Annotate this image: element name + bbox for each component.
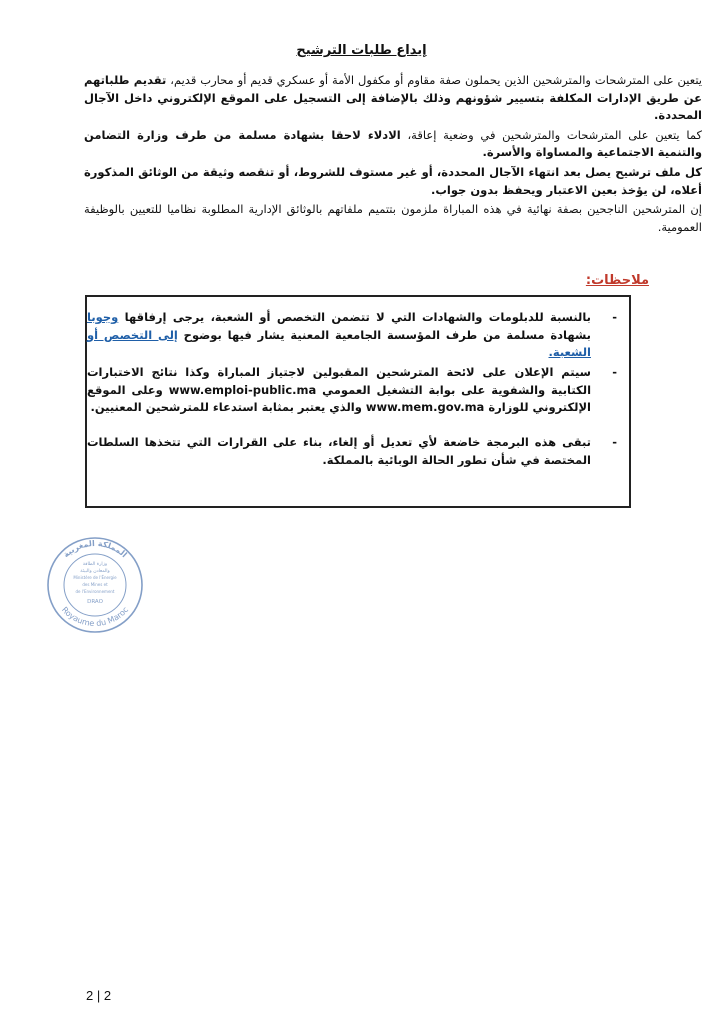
mem-gov-link[interactable]: www.mem.gov.ma (365, 400, 485, 414)
intro-p2-bold: الادلاء لاحقا بشهادة مسلمة من طرف وزارة التضامن والتنمية الاجتماعية والمساواة والأسرة. (84, 127, 702, 160)
svg-text:وزارة الطاقة: وزارة الطاقة (82, 562, 108, 567)
intro-paragraph-2 (84, 127, 702, 162)
svg-text:Ministère de l'Énergie: Ministère de l'Énergie (73, 575, 117, 580)
note-2-part-a: سيتم الإعلان على لائحة المترشحين المقبولين لاجتياز المباراة وكذا نتائج الاختبارات الكتابية والشفوية على بوابة التشغيل العمومي (87, 365, 592, 397)
svg-text:Royaume du Maroc: Royaume du Maroc (59, 605, 131, 629)
note-1-text (87, 309, 591, 362)
intro-section (84, 72, 702, 236)
note-bullet: - (612, 310, 617, 324)
note-item-2 (87, 364, 617, 417)
intro-paragraph-4: إن المترشحين الناجحين بصفة نهائية في هذه المباراة ملزمون بتتميم ملفاتهم بالوثائق الإدارية المطلوبة نظاميا للتعيين بالوظيفة العمومية. (84, 202, 702, 234)
note-2-part-b: وعلى الموقع الإلكتروني للوزارة (87, 382, 591, 414)
note-2-part-c: والذي يعتبر بمثابة استدعاء للمترشحين المعنيين. (90, 400, 366, 414)
notes-box (85, 295, 631, 508)
svg-text:DRAO: DRAO (87, 599, 103, 605)
note-1-part-a: بالنسبة للدبلومات والشهادات التي لا تتضمن التخصص أو الشعبة، يرجى إرفاقها (118, 310, 591, 324)
official-stamp (40, 535, 150, 635)
page-number: 2 | 2 (86, 988, 112, 1003)
svg-text:المملكة المغربية: المملكة المغربية (61, 538, 129, 560)
intro-p2-text: كما يتعين على المترشحات والمترشحين في وضعية إعاقة، (400, 127, 703, 142)
intro-p1-bold: تقديم طلباتهم عن طريق الإدارات المكلفة بتسيير شؤونهم وذلك بالإضافة إلى التسجيل على الموقع الإلكتروني داخل الآجال المحددة. (84, 73, 702, 123)
note-1-part-b: بشهادة مسلمة من طرف المؤسسة الجامعية المعنية يشار فيها بوضوح (177, 327, 591, 342)
svg-text:des Mines et: des Mines et (82, 582, 108, 587)
note-bullet: - (612, 435, 617, 449)
intro-p1-text: يتعين على المترشحات والمترشحين الذين يحملون صفة مقاوم أو مكفول الأمة أو عسكري قديم أو محارب قديم، (166, 73, 702, 87)
note-1-emphasis-required: وجوبا (87, 310, 119, 324)
note-bullet: - (612, 365, 617, 379)
page-title: إيداع طلبات الترشيح (296, 43, 427, 58)
note-item-3 (87, 434, 617, 469)
notes-heading: ملاحظات: (585, 273, 649, 288)
svg-text:والمعادن والبيئة: والمعادن والبيئة (80, 569, 110, 574)
note-item-1 (87, 309, 617, 362)
note-1-emphasis-specialty: إلى التخصص أو الشعبة. (87, 327, 591, 359)
svg-text:de l'Environnement: de l'Environnement (75, 589, 115, 594)
intro-paragraph-3: كل ملف ترشيح يصل بعد انتهاء الآجال المحددة، أو غير مستوف للشروط، أو تنقصه وثيقة من الوثائق المذكورة أعلاه، لن يؤخذ بعين الاعتبار ويحفظ بدون جواب. (84, 164, 702, 197)
note-3-text: تبقى هذه البرمجة خاضعة لأي تعديل أو إلغاء، بناء على القرارات التي تتخذها السلطات المختصة في شأن تطور الحالة الوبائية بالمملكة. (87, 435, 591, 467)
emploi-public-link[interactable]: www.emploi-public.ma (168, 382, 317, 397)
intro-paragraph-1 (84, 72, 702, 125)
note-2-text (87, 364, 591, 417)
